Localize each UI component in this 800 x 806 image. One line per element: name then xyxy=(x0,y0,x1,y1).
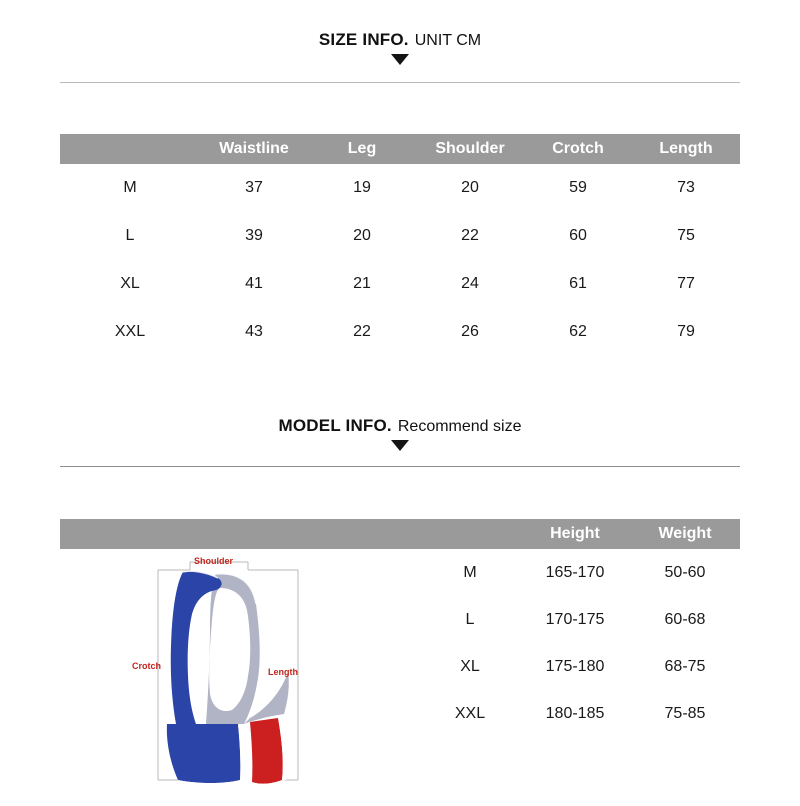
model-info-title: MODEL INFO. xyxy=(278,416,392,435)
model-info-heading xyxy=(0,416,800,451)
cell-crotch: 60 xyxy=(569,227,587,244)
size-label: XXL xyxy=(114,323,146,340)
size-info-col-length: Length xyxy=(632,134,740,164)
cell-weight: 75-85 xyxy=(664,704,706,722)
model-info-col-weight: Weight xyxy=(630,519,740,549)
cell-height: 165-170 xyxy=(545,563,605,581)
model-info-col-height: Height xyxy=(520,519,630,549)
cell-weight: 60-68 xyxy=(664,610,706,628)
size-info-title: SIZE INFO. xyxy=(318,30,409,49)
size-label: L xyxy=(465,610,475,628)
model-info-divider xyxy=(60,466,740,467)
cell-leg: 21 xyxy=(353,275,371,292)
size-label: XL xyxy=(120,275,140,292)
cell-waistline: 41 xyxy=(245,275,263,292)
size-info-col-leg: Leg xyxy=(308,134,416,164)
size-label: XXL xyxy=(454,704,486,722)
cell-shoulder: 20 xyxy=(461,179,479,196)
cell-crotch: 62 xyxy=(569,323,587,340)
cell-weight: 50-60 xyxy=(664,563,706,581)
size-label: XL xyxy=(460,657,480,675)
cell-height: 170-175 xyxy=(545,610,605,628)
size-info-header-row xyxy=(60,134,740,164)
model-info-subtitle: Recommend size xyxy=(397,418,522,435)
size-label: L xyxy=(125,227,135,244)
size-info-col-waistline: Waistline xyxy=(200,134,308,164)
triangle-down-icon xyxy=(391,440,409,451)
cell-waistline: 43 xyxy=(245,323,263,340)
cell-shoulder: 24 xyxy=(461,275,479,292)
cycling-bib-shorts-illustration xyxy=(120,548,335,806)
cell-waistline: 37 xyxy=(245,179,263,196)
label-length: Length xyxy=(268,667,298,677)
table-row xyxy=(60,260,740,308)
table-row xyxy=(60,164,740,212)
cell-weight: 68-75 xyxy=(664,657,706,675)
cell-length: 77 xyxy=(677,275,695,292)
size-info-unit: UNIT CM xyxy=(414,32,482,49)
cell-leg: 20 xyxy=(353,227,371,244)
size-info-col-blank xyxy=(60,134,200,164)
model-info-header-row xyxy=(60,519,740,549)
cell-height: 180-185 xyxy=(545,704,605,722)
size-label: M xyxy=(123,179,137,196)
cell-shoulder: 22 xyxy=(461,227,479,244)
cell-crotch: 59 xyxy=(569,179,587,196)
table-row xyxy=(60,308,740,356)
cell-length: 75 xyxy=(677,227,695,244)
cell-length: 73 xyxy=(677,179,695,196)
cell-length: 79 xyxy=(677,323,695,340)
size-info-divider xyxy=(60,82,740,83)
size-info-col-crotch: Crotch xyxy=(524,134,632,164)
cell-waistline: 39 xyxy=(245,227,263,244)
size-info-col-shoulder: Shoulder xyxy=(416,134,524,164)
cell-leg: 19 xyxy=(353,179,371,196)
cell-shoulder: 26 xyxy=(461,323,479,340)
size-label: M xyxy=(463,563,477,581)
cell-leg: 22 xyxy=(353,323,371,340)
size-info-table xyxy=(60,134,740,356)
label-shoulder: Shoulder xyxy=(194,556,234,566)
label-crotch: Crotch xyxy=(132,661,161,671)
triangle-down-icon xyxy=(391,54,409,65)
model-info-col-blank xyxy=(420,519,520,549)
cell-height: 175-180 xyxy=(545,657,605,675)
cell-crotch: 61 xyxy=(569,275,587,292)
size-info-heading xyxy=(0,30,800,65)
table-row xyxy=(60,212,740,260)
model-info-col-diagram xyxy=(60,519,420,549)
